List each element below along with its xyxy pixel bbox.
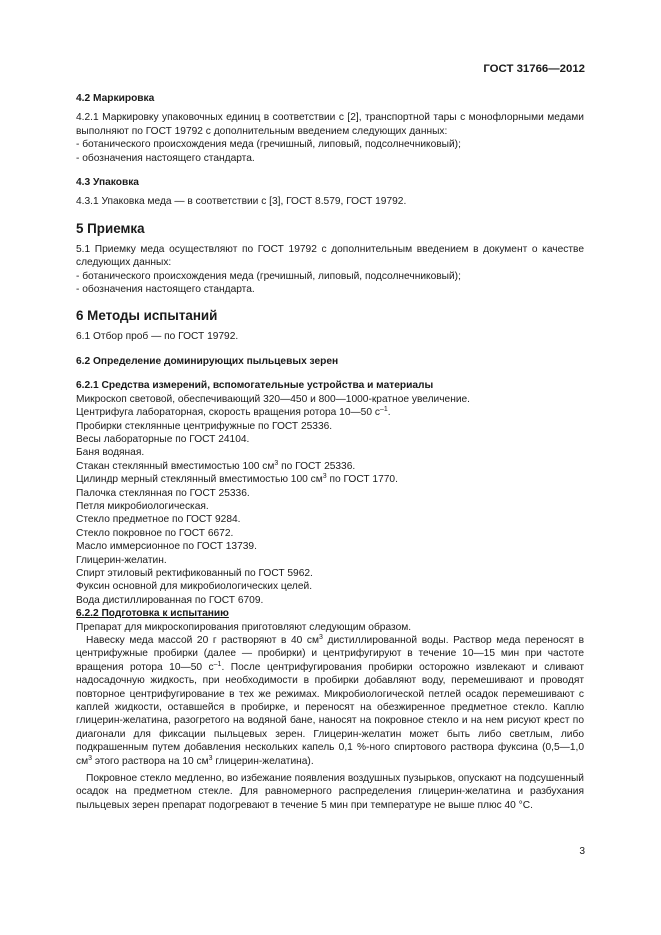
section-4-2-1-paragraph: 4.2.1 Маркировку упаковочных единиц в соответствии с [2], транспортной тары с монофлорными медами выполняют по ГОСТ 19792 с дополнительным введением следующих данных: xyxy=(76,112,584,137)
equipment-item xyxy=(76,460,584,473)
procedure-superscript: 3 xyxy=(208,754,213,762)
page-number: 3 xyxy=(579,846,585,857)
equipment-superscript: 3 xyxy=(322,473,327,481)
equipment-item: Вода дистиллированная по ГОСТ 6709. xyxy=(76,594,264,606)
equipment-superscript: –1 xyxy=(379,406,388,414)
equipment-item xyxy=(76,406,584,419)
section-6-2-1-title: 6.2.1 Средства измерений, вспомогательные устройства и материалы xyxy=(76,380,434,392)
section-5-1-paragraph: 5.1 Приемку меда осуществляют по ГОСТ 19792 с дополнительным введением в документ о качестве следующих данных: xyxy=(76,243,584,269)
section-6-1-paragraph: 6.1 Отбор проб — по ГОСТ 19792. xyxy=(76,331,239,343)
section-6-title: 6 Методы испытаний xyxy=(76,308,218,324)
equipment-item: Глицерин-желатин. xyxy=(76,554,167,566)
section-4-3-1-paragraph: 4.3.1 Упаковка меда — в соответствии с [3], ГОСТ 8.579, ГОСТ 19792. xyxy=(76,196,407,208)
section-6-2-title: 6.2 Определение доминирующих пыльцевых зерен xyxy=(76,355,339,367)
equipment-item: Баня водяная. xyxy=(76,447,145,459)
equipment-text: Центрифуга лабораторная, скорость вращения ротора 10—50 с xyxy=(76,407,380,419)
section-4-3-title: 4.3 Упаковка xyxy=(76,177,139,189)
equipment-tail: по ГОСТ 1770. xyxy=(326,474,398,486)
bullet-botanical-origin-5: - ботанического происхождения меда (гречишный, липовый, подсолнечниковый); xyxy=(76,270,461,282)
preparation-intro: Препарат для микроскопирования приготовляют следующим образом. xyxy=(76,621,412,633)
procedure-text: дистиллированной воды. Раствор меда переносят в центрифужные пробирки (далее — пробирки) и центрифугируют в течение 10—15 мин при частоте вращения ротора 10—50 с xyxy=(76,635,584,673)
equipment-item: Пробирки стеклянные центрифужные по ГОСТ 25336. xyxy=(76,420,333,432)
equipment-item: Спирт этиловый ректификованный по ГОСТ 5962. xyxy=(76,567,313,579)
equipment-item: Палочка стеклянная по ГОСТ 25336. xyxy=(76,487,250,499)
procedure-text: . После центрифугирования пробирки осторожно извлекают и сливают надосадочную жидкость, при необходимости в пробирки добавляют воду, перемешивают и проводят повторное центрифугирование в тех же режимах. Микробиологической петлей осадок перемешивают с каплей жидкости, оставшейся в пробирке, и переносят на обезжиренное предметное стекло. Каплю глицерин-желатина, разогретого на водяной бане, наносят на покровное стекло и на нем рисуют крест по диагонали для фиксации пыльцевых зерен. Глицерин-желатин может быть либо светлым, либо подкрашенным путем добавления нескольких капель 0,1 %-ного спиртового раствора фуксина (0,5—1,0 см xyxy=(76,661,584,767)
equipment-item: Масло иммерсионное по ГОСТ 13739. xyxy=(76,541,257,553)
equipment-tail: по ГОСТ 25336. xyxy=(278,460,356,472)
section-4-2-title: 4.2 Маркировка xyxy=(76,93,155,104)
bullet-botanical-origin: - ботанического происхождения меда (гречишный, липовый, подсолнечниковый); xyxy=(76,139,461,151)
bullet-standard-designation-5: - обозначения настоящего стандарта. xyxy=(76,284,255,296)
equipment-text: Цилиндр мерный стеклянный вместимостью 100 см xyxy=(76,474,323,486)
equipment-text: Стакан стеклянный вместимостью 100 см xyxy=(76,460,275,472)
preparation-procedure xyxy=(76,634,584,768)
equipment-item: Микроскоп световой, обеспечивающий 320—450 и 800—1000-кратное увеличение. xyxy=(76,393,471,405)
section-5-title: 5 Приемка xyxy=(76,220,145,236)
procedure-superscript: 3 xyxy=(319,634,323,641)
equipment-superscript: 3 xyxy=(274,459,279,467)
equipment-item: Весы лабораторные по ГОСТ 24104. xyxy=(76,433,250,445)
equipment-tail: . xyxy=(387,407,391,419)
cover-glass-paragraph: Покровное стекло медленно, во избежание появления воздушных пузырьков, опускают на подсушенный осадок на предметном стекле. Для равномерного распределения глицерин-желатина и разбухания пыльцевых зерен препарат подогревают в течение 5 мин при температуре не выше плюс 40 °С. xyxy=(76,773,584,811)
equipment-item: Стекло покровное по ГОСТ 6672. xyxy=(76,527,234,539)
bullet-standard-designation: - обозначения настоящего стандарта. xyxy=(76,152,255,164)
equipment-item xyxy=(76,473,584,486)
document-code: ГОСТ 31766—2012 xyxy=(483,63,585,75)
equipment-item: Стекло предметное по ГОСТ 9284. xyxy=(76,514,241,526)
equipment-item: Петля микробиологическая. xyxy=(76,500,209,512)
procedure-superscript: 3 xyxy=(88,754,93,762)
procedure-superscript: –1 xyxy=(213,660,222,668)
page-content xyxy=(76,92,584,812)
procedure-text: Навеску меда массой 20 г растворяют в 40 см xyxy=(86,635,320,646)
procedure-text: глицерин-желатина). xyxy=(212,755,314,767)
equipment-item: Фуксин основной для микробиологических целей. xyxy=(76,581,313,593)
section-6-2-2-title: 6.2.2 Подготовка к испытанию xyxy=(76,608,229,620)
procedure-text: этого раствора на 10 см xyxy=(92,755,209,767)
